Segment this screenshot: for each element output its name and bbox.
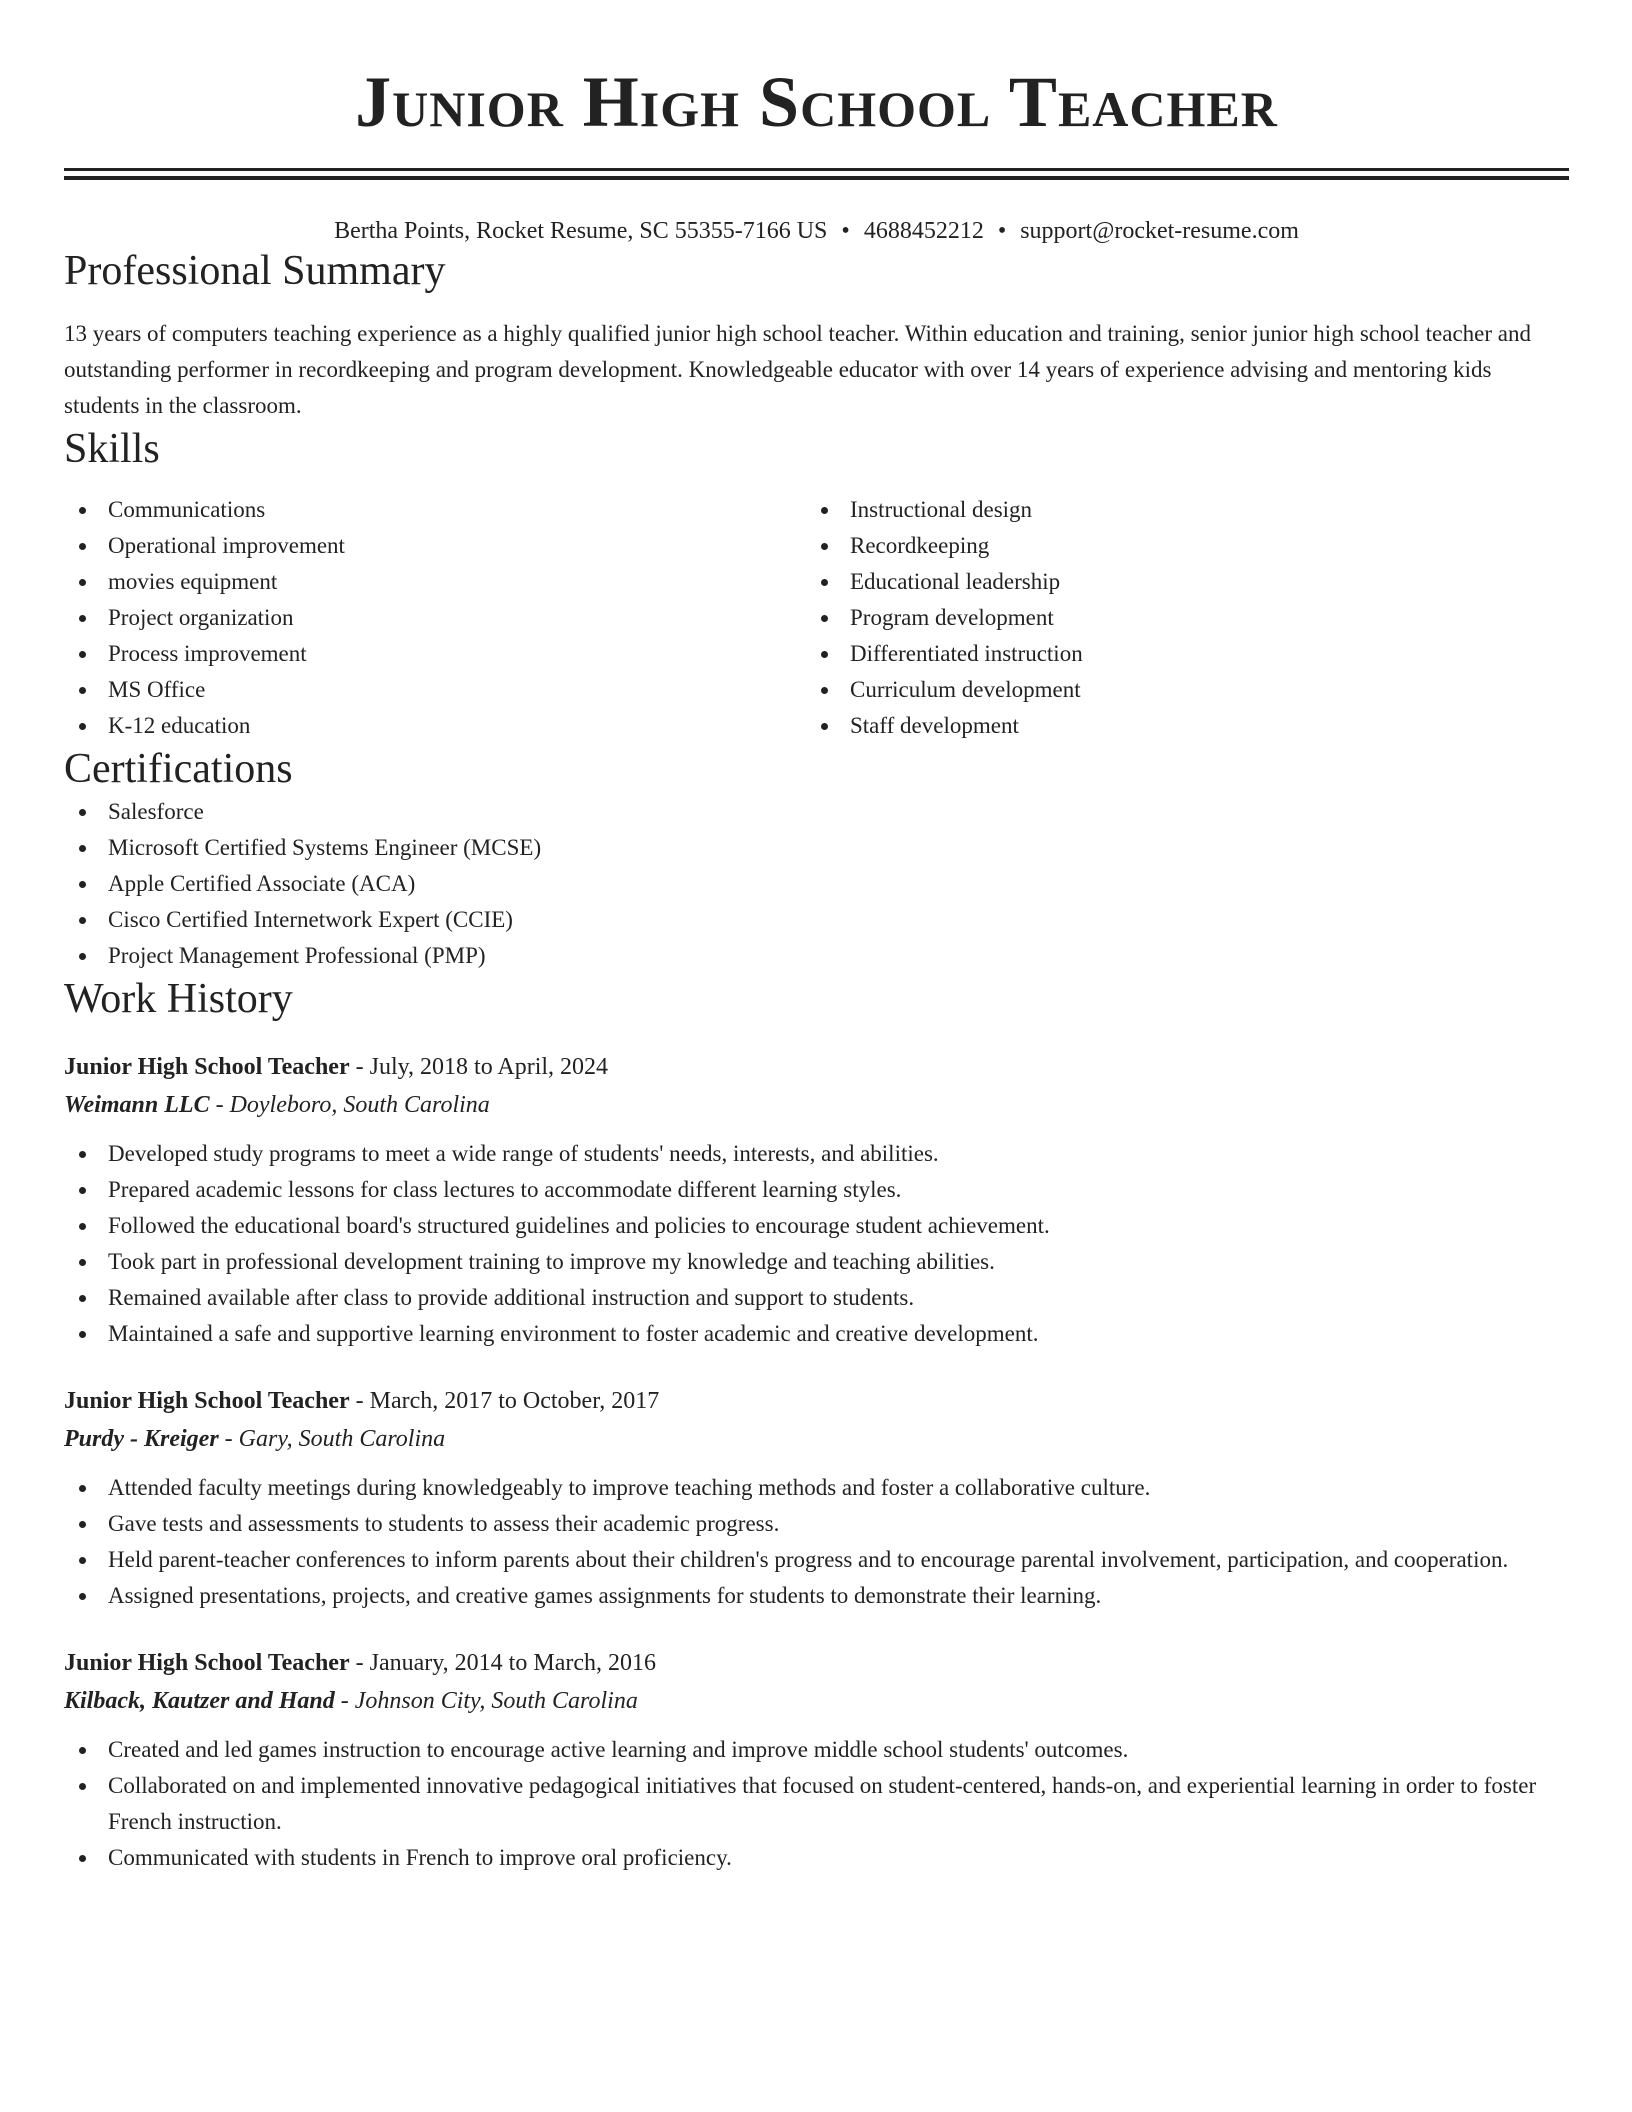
job-company-line [64,1682,1569,1720]
job-duty-text: Developed study programs to meet a wide range of students' needs, interests, and abilities. [108,1141,939,1166]
job-duty-item [64,1542,1569,1578]
bullet-dot [79,1783,86,1790]
job-duty-text: Collaborated on and implemented innovative pedagogical initiatives that focused on student-centered, hands-on, and experiential learning in order to foster French instruction. [108,1773,1537,1834]
skill-label: movies equipment [108,569,278,594]
summary-text: 13 years of computers teaching experience as a highly qualified junior high school teacher. Within education and training, senior junior high school teacher and outstanding performer in recordkeeping and program development. Knowledgeable educator with over 14 years of experience advising and mentoring kids students in the classroom. [64,321,1532,418]
skill-item [806,528,1548,564]
bullet-dot [79,917,86,924]
job-title-line [64,1048,1569,1086]
job-company: Kilback, Kautzer and Hand [64,1688,335,1714]
skill-label: Program development [850,605,1054,630]
job-duty-item [64,1208,1569,1244]
certification-item [64,830,1569,866]
job-duty-item [64,1136,1569,1172]
job-entry [64,1382,1569,1614]
certification-label: Microsoft Certified Systems Engineer (MCSE) [108,835,542,860]
bullet-dot [79,1557,86,1564]
job-duties-list [64,1732,1569,1876]
job-duty-text: Created and led games instruction to encourage active learning and improve middle school students' outcomes. [108,1737,1129,1762]
job-duty-text: Assigned presentations, projects, and creative games assignments for students to demonstrate their learning. [108,1583,1102,1608]
bullet-dot [79,809,86,816]
job-dates: - January, 2014 to March, 2016 [349,1650,656,1676]
bullet-dot [79,651,86,658]
job-duties-list [64,1136,1569,1352]
bullet-dot [79,1485,86,1492]
contact-address: Bertha Points, Rocket Resume, SC 55355-7166 US [334,218,828,244]
skill-item [806,564,1548,600]
job-duty-item [64,1768,1569,1840]
bullet-dot [79,1295,86,1302]
skill-label: Educational leadership [850,569,1061,594]
bullet-dot [79,723,86,730]
job-location: - Johnson City, South Carolina [334,1688,638,1714]
contact-line [64,216,1569,246]
resume-page [64,0,1569,1876]
job-company-line [64,1420,1569,1458]
bullet-dot [79,615,86,622]
certification-item [64,866,1569,902]
bullet-dot [821,615,828,622]
job-duty-item [64,1470,1569,1506]
skill-item [806,600,1548,636]
job-location: - Doyleboro, South Carolina [209,1092,490,1118]
job-duty-text: Followed the educational board's structured guidelines and policies to encourage student achievement. [108,1213,1050,1238]
skill-label: Differentiated instruction [850,641,1083,666]
certification-label: Project Management Professional (PMP) [108,943,486,968]
job-duty-item [64,1732,1569,1768]
summary-heading: Professional Summary [64,248,446,294]
resume-title: Junior High School Teacher [355,62,1278,142]
skill-item [64,636,806,672]
bullet-dot [79,1593,86,1600]
job-duty-text: Communicated with students in French to improve oral proficiency. [108,1845,732,1870]
bullet-dot [821,687,828,694]
bullet-dot [79,1259,86,1266]
job-duty-item [64,1316,1569,1352]
skill-item [64,672,806,708]
job-entry [64,1644,1569,1876]
job-dates: - July, 2018 to April, 2024 [349,1054,609,1080]
certification-label: Cisco Certified Internetwork Expert (CCIE) [108,907,513,932]
contact-separator: • [841,218,850,244]
certifications-heading: Certifications [64,746,293,792]
bullet-dot [79,1855,86,1862]
skill-item [64,600,806,636]
job-entry [64,1048,1569,1352]
bullet-dot [79,1187,86,1194]
skill-label: Recordkeeping [850,533,990,558]
job-duty-text: Held parent-teacher conferences to inform parents about their children's progress and to encourage parental involvement, participation, and cooperation. [108,1547,1509,1572]
bullet-dot [79,1747,86,1754]
skill-item [64,492,806,528]
job-duty-text: Remained available after class to provide additional instruction and support to students. [108,1285,915,1310]
job-company: Weimann LLC [64,1092,210,1118]
certification-label: Apple Certified Associate (ACA) [108,871,416,896]
skill-label: K-12 education [108,713,251,738]
bullet-dot [821,543,828,550]
skill-label: Process improvement [108,641,307,666]
job-title: Junior High School Teacher [64,1388,350,1414]
skill-label: MS Office [108,677,206,702]
skill-item [806,672,1548,708]
skill-label: Operational improvement [108,533,345,558]
job-dates: - March, 2017 to October, 2017 [349,1388,660,1414]
job-title-line [64,1644,1569,1682]
job-duty-item [64,1172,1569,1208]
job-duties-list [64,1470,1569,1614]
job-title: Junior High School Teacher [64,1054,350,1080]
title-divider [64,168,1569,180]
job-duty-text: Attended faculty meetings during knowledgeably to improve teaching methods and foster a collaborative culture. [108,1475,1151,1500]
certification-item [64,902,1569,938]
contact-email: support@rocket-resume.com [1020,218,1299,244]
job-duty-item [64,1578,1569,1614]
bullet-dot [821,507,828,514]
certification-item [64,938,1569,974]
bullet-dot [79,845,86,852]
certification-item [64,794,1569,830]
certifications-list [64,794,1569,974]
job-title: Junior High School Teacher [64,1650,350,1676]
skills-columns [64,492,1569,744]
bullet-dot [821,579,828,586]
job-company-line [64,1086,1569,1124]
skill-item [64,564,806,600]
job-duty-item [64,1506,1569,1542]
certification-label: Salesforce [108,799,204,824]
bullet-dot [79,543,86,550]
skill-label: Project organization [108,605,294,630]
skill-label: Staff development [850,713,1019,738]
skill-item [64,708,806,744]
job-duty-text: Prepared academic lessons for class lectures to accommodate different learning styles. [108,1177,902,1202]
job-duty-text: Took part in professional development training to improve my knowledge and teaching abilities. [108,1249,995,1274]
job-duty-item [64,1244,1569,1280]
job-title-line [64,1382,1569,1420]
skill-item [806,636,1548,672]
contact-phone: 4688452212 [863,218,984,244]
skills-heading: Skills [64,426,160,472]
bullet-dot [79,1521,86,1528]
skill-label: Instructional design [850,497,1033,522]
skill-label: Curriculum development [850,677,1081,702]
job-duty-item [64,1280,1569,1316]
job-company: Purdy - Kreiger [64,1426,219,1452]
skills-list-right [806,492,1548,744]
job-duty-text: Gave tests and assessments to students to assess their academic progress. [108,1511,780,1536]
bullet-dot [79,687,86,694]
contact-separator: • [997,218,1007,244]
bullet-dot [79,507,86,514]
bullet-dot [821,651,828,658]
bullet-dot [79,579,86,586]
bullet-dot [79,1151,86,1158]
job-duty-item [64,1840,1569,1876]
work-history-heading: Work History [64,976,293,1022]
job-location: - Gary, South Carolina [218,1426,446,1452]
bullet-dot [79,953,86,960]
skill-item [64,528,806,564]
job-duty-text: Maintained a safe and supportive learning environment to foster academic and creative development. [108,1321,1039,1346]
bullet-dot [79,881,86,888]
skill-item [806,708,1548,744]
skill-label: Communications [108,497,266,522]
bullet-dot [79,1223,86,1230]
skill-item [806,492,1548,528]
bullet-dot [79,1331,86,1338]
skills-list-left [64,492,806,744]
bullet-dot [821,723,828,730]
